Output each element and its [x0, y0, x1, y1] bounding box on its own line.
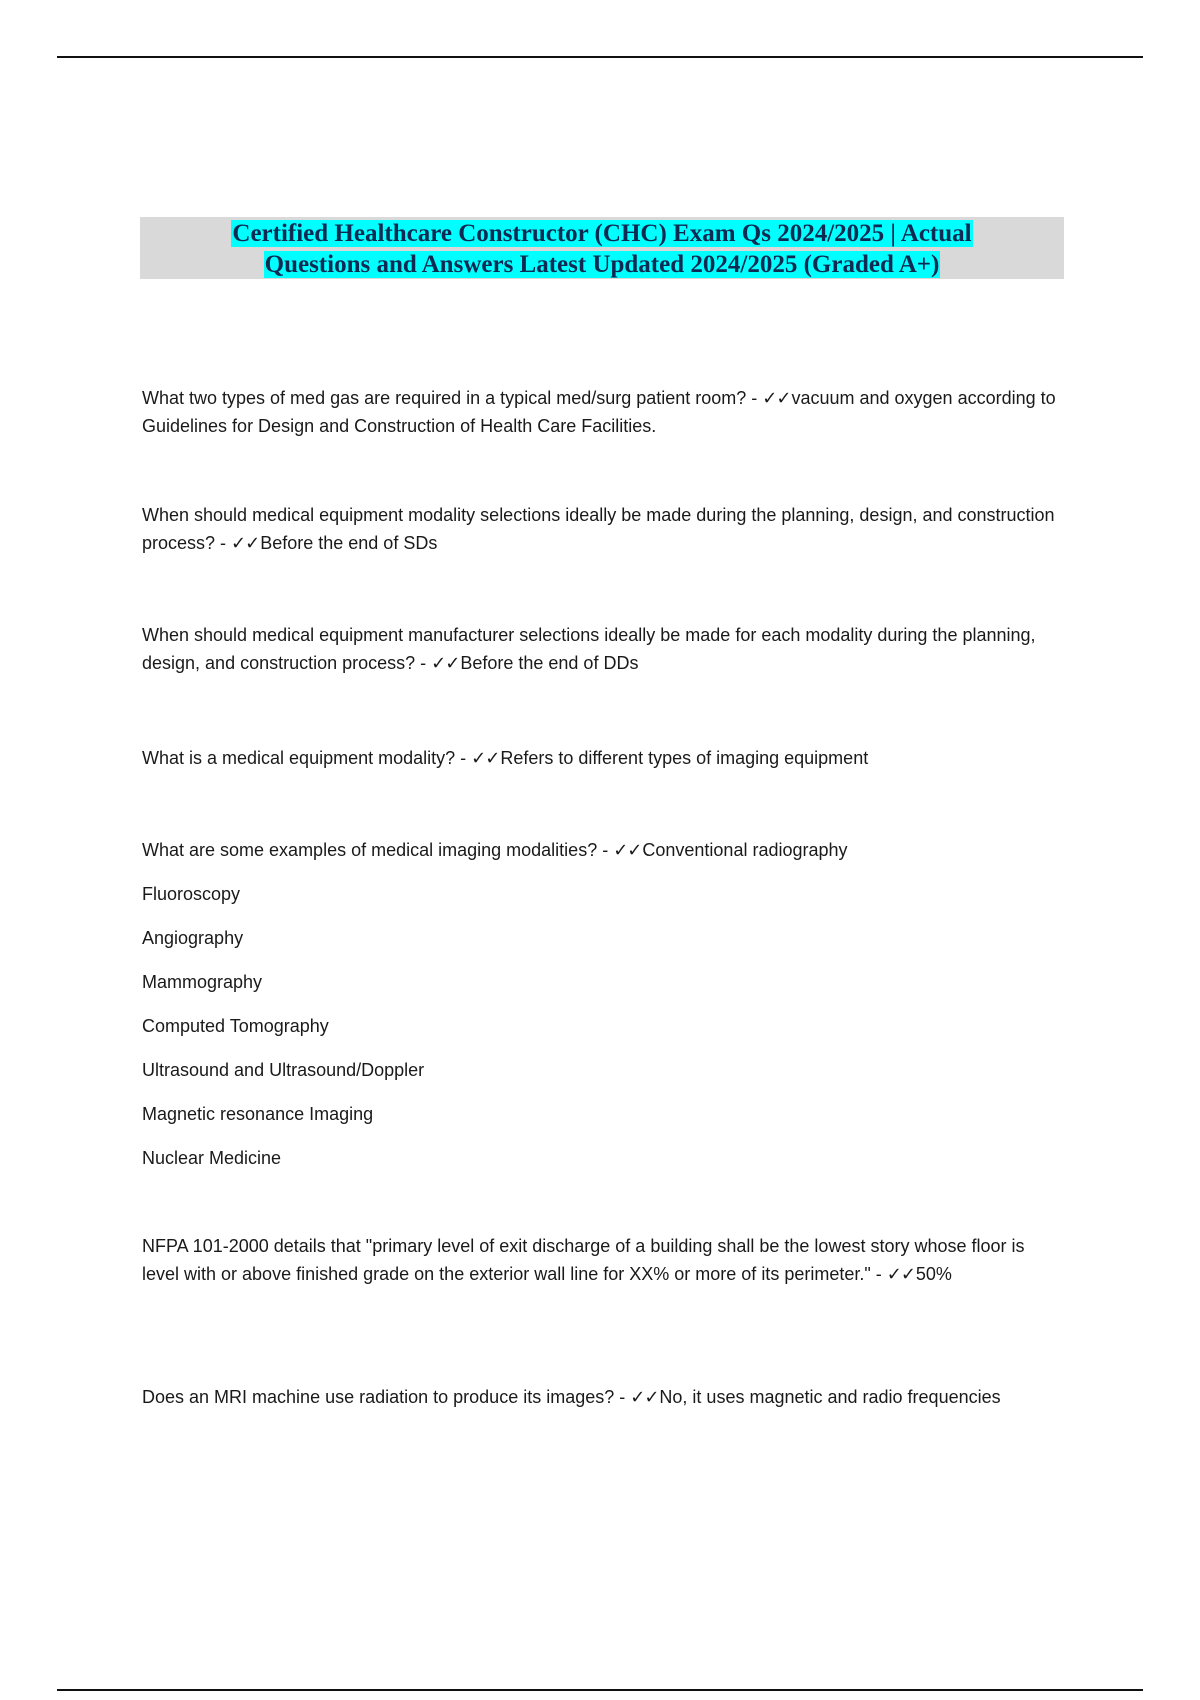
list-item: Nuclear Medicine [142, 1148, 282, 1168]
qa-item-6 [142, 1232, 1062, 1288]
answer-text: Conventional radiography [642, 840, 848, 860]
answer-text: Before the end of SDs [260, 533, 438, 553]
qa-item-3 [142, 621, 1062, 677]
question-text: When should medical equipment modality selections ideally be made during the planning, design, and construction process? - [142, 505, 1055, 553]
question-text: What are some examples of medical imaging modalities? - [142, 840, 614, 860]
top-rule [57, 56, 1143, 58]
list-item: Ultrasound and Ultrasound/Doppler [142, 1060, 425, 1080]
question-text: When should medical equipment manufacturer selections ideally be made for each modality during the planning, design, and construction process? - [142, 625, 1036, 673]
title-line-2: Questions and Answers Latest Updated 2024/2025 (Graded A+) [264, 251, 940, 278]
check-mark-icon: ✓✓ [630, 1387, 659, 1407]
list-item: Mammography [142, 972, 263, 992]
list-item: Fluoroscopy [142, 884, 241, 904]
question-text: What is a medical equipment modality? - [142, 748, 472, 768]
qa-item-1 [142, 384, 1062, 440]
title-line-1: Certified Healthcare Constructor (CHC) Exam Qs 2024/2025 | Actual [232, 220, 972, 247]
document-title [140, 217, 1064, 279]
answer-text: vacuum and oxygen according to Guidelines for Design and Construction of Health Care Facilities. [142, 388, 1056, 436]
question-text: What two types of med gas are required in a typical med/surg patient room? - [142, 388, 763, 408]
check-mark-icon: ✓✓ [613, 840, 642, 860]
check-mark-icon: ✓✓ [431, 653, 460, 673]
qa-item-2 [142, 501, 1062, 557]
list-item: Angiography [142, 928, 244, 948]
question-text: Does an MRI machine use radiation to produce its images? - [142, 1387, 631, 1407]
answer-text: No, it uses magnetic and radio frequencies [659, 1387, 1001, 1407]
question-text: NFPA 101-2000 details that "primary level of exit discharge of a building shall be the lowest story whose floor is level with or above finished grade on the exterior wall line for XX% or more of its perimeter." - [142, 1236, 1025, 1284]
answer-text: 50% [915, 1264, 952, 1284]
list-item: Magnetic resonance Imaging [142, 1104, 374, 1124]
bottom-rule [57, 1689, 1143, 1691]
check-mark-icon: ✓✓ [231, 533, 260, 553]
check-mark-icon: ✓✓ [886, 1264, 915, 1284]
answer-text: Refers to different types of imaging equipment [500, 748, 869, 768]
check-mark-icon: ✓✓ [762, 388, 791, 408]
check-mark-icon: ✓✓ [471, 748, 500, 768]
answer-text: Before the end of DDs [460, 653, 639, 673]
list-item: Computed Tomography [142, 1016, 329, 1036]
qa-item-5 [142, 836, 1062, 864]
qa-item-7 [142, 1383, 1062, 1411]
qa-item-4 [142, 744, 1062, 772]
